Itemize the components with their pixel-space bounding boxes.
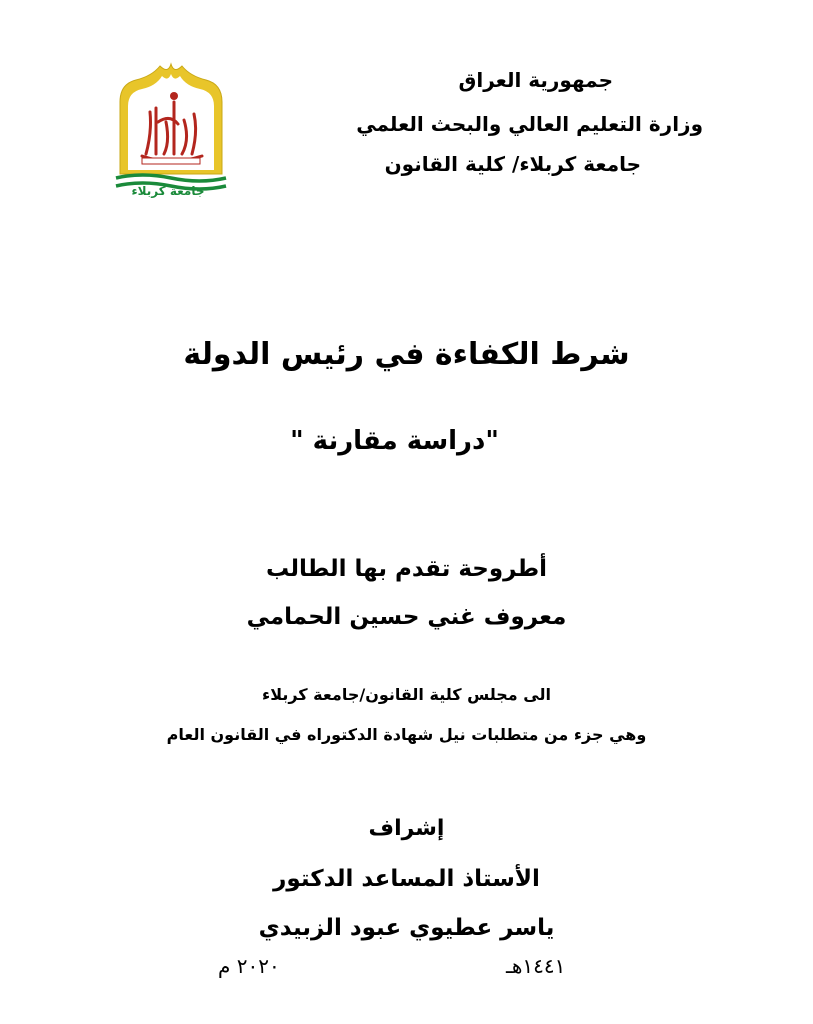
header-ministry: وزارة التعليم العالي والبحث العلمي xyxy=(356,112,703,136)
supervision-label: إشراف xyxy=(368,816,445,841)
presenter-intro: أطروحة تقدم بها الطالب xyxy=(265,556,548,582)
submission-line-1: الى مجلس كلية القانون/جامعة كربلاء xyxy=(262,685,551,704)
supervisor-name: ياسر عطيوي عبود الزبيدي xyxy=(258,915,555,941)
date-hijri: ١٤٤١هـ xyxy=(506,954,566,978)
thesis-title: شرط الكفاءة في رئيس الدولة xyxy=(183,337,630,372)
supervisor-rank: الأستاذ المساعد الدكتور xyxy=(273,866,540,892)
thesis-subtitle: "دراسة مقارنة " xyxy=(290,426,499,456)
date-gregorian: ٢٠٢٠ م xyxy=(218,954,280,978)
submission-line-2: وهي جزء من متطلبات نيل شهادة الدكتوراه في القانون العام xyxy=(166,725,647,744)
logo-caption: جامعة كربلاء xyxy=(131,184,205,198)
header-country: جمهورية العراق xyxy=(458,68,613,92)
presenter-name: معروف غني حسين الحمامي xyxy=(246,604,567,630)
header-university: جامعة كربلاء/ كلية القانون xyxy=(384,152,641,176)
